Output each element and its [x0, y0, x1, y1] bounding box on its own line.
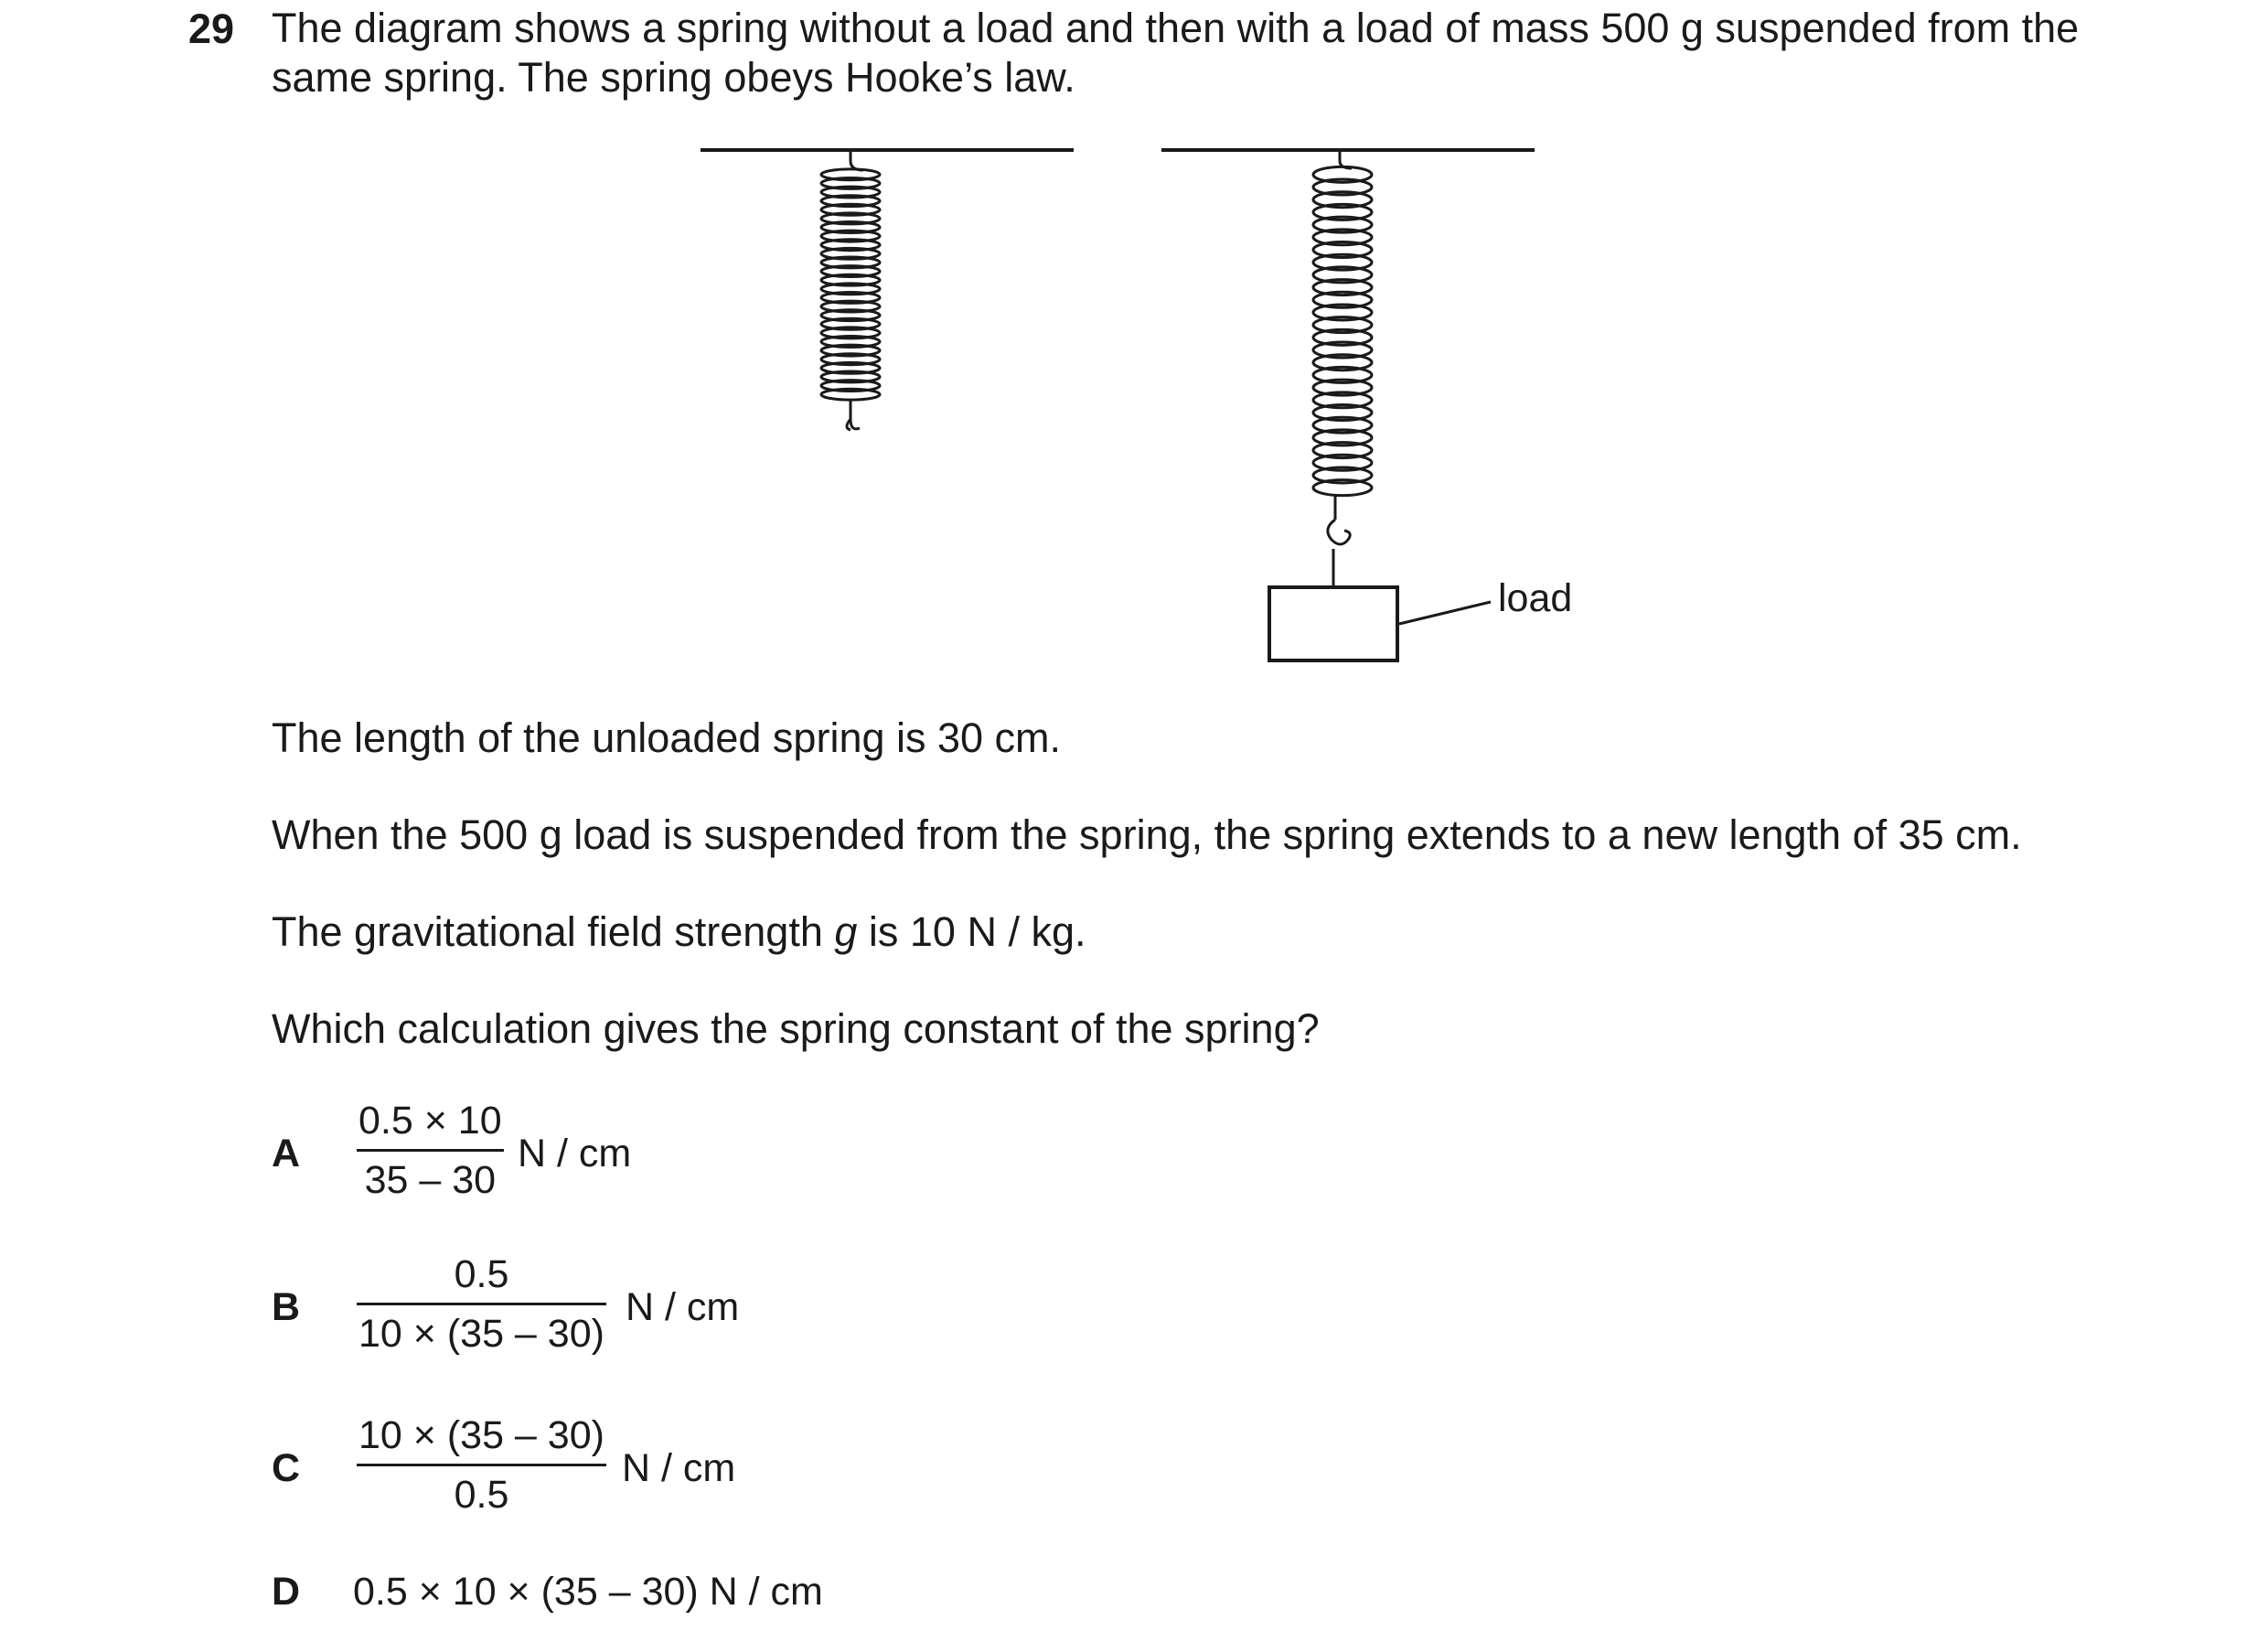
unloaded-spring	[821, 150, 880, 430]
option-d-expression[interactable]: 0.5 × 10 × (35 – 30) N / cm	[353, 1570, 823, 1614]
load-block	[1269, 587, 1397, 660]
option-b-unit: N / cm	[626, 1285, 740, 1329]
option-a-fraction[interactable]	[357, 1096, 504, 1205]
gravity-text-before: The gravitational field strength	[272, 908, 835, 955]
spring-diagram	[0, 0, 2268, 695]
load-label: load	[1498, 576, 1573, 620]
loaded-spring	[1313, 150, 1372, 585]
option-c-numerator: 10 × (35 – 30)	[358, 1413, 604, 1457]
question-prompt: Which calculation gives the spring constant of the spring?	[272, 1005, 1320, 1052]
option-b-letter[interactable]: B	[272, 1285, 301, 1329]
option-d-letter[interactable]: D	[272, 1570, 301, 1614]
unloaded-length-text: The length of the unloaded spring is 30 cm.	[272, 714, 1062, 761]
option-b-numerator: 0.5	[454, 1252, 509, 1296]
option-a-numerator: 0.5 × 10	[358, 1099, 502, 1143]
option-a-unit: N / cm	[518, 1132, 632, 1175]
loaded-length-text: When the 500 g load is suspended from the spring, the spring extends to a new length of 35 cm.	[272, 811, 2022, 858]
option-b-fraction-bar	[357, 1303, 606, 1305]
question-stem: The diagram shows a spring without a load and then with a load of mass 500 g suspended from the same spring. The spring obeys Hooke’s law.	[272, 5, 2080, 101]
option-b-fraction[interactable]	[357, 1250, 606, 1358]
option-c-denominator: 0.5	[454, 1473, 509, 1517]
gravity-text	[272, 907, 1086, 957]
option-c-fraction-bar	[357, 1464, 606, 1466]
option-a-denominator: 35 – 30	[364, 1158, 497, 1202]
option-b-denominator: 10 × (35 – 30)	[358, 1312, 604, 1356]
gravity-variable: g	[834, 908, 858, 955]
question-number: 29	[188, 5, 235, 52]
gravity-text-after: is 10 N / kg.	[857, 908, 1086, 955]
option-c-fraction[interactable]	[357, 1411, 606, 1519]
option-c-letter[interactable]: C	[272, 1446, 301, 1490]
option-c-unit: N / cm	[622, 1446, 736, 1490]
option-a-letter[interactable]: A	[272, 1132, 301, 1175]
load-leader-line	[1399, 602, 1491, 624]
option-a-fraction-bar	[357, 1149, 504, 1152]
